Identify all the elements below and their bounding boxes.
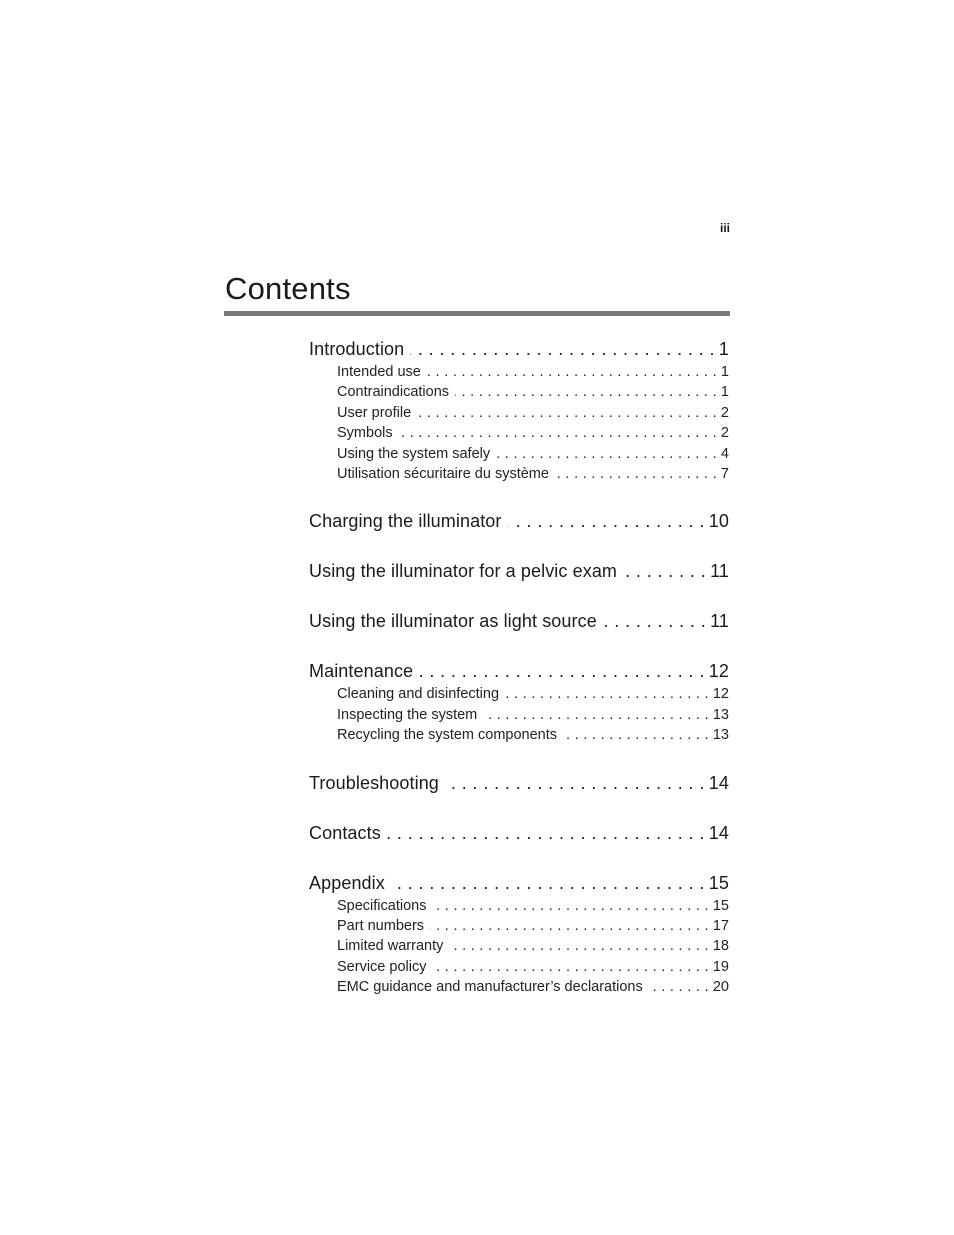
toc-subentry[interactable] xyxy=(337,957,729,977)
toc-entry-page: 14 xyxy=(708,772,729,793)
toc-subentry-label: Recycling the system components xyxy=(337,727,558,744)
dot-leader xyxy=(417,403,717,423)
toc-subentry-label: Cleaning and disinfecting xyxy=(337,686,500,703)
toc-subentry[interactable] xyxy=(337,464,729,484)
toc-subentry-label: User profile xyxy=(337,404,412,421)
toc-subentry[interactable] xyxy=(337,403,729,423)
dot-leader xyxy=(427,362,717,382)
page-title: Contents xyxy=(225,271,351,306)
toc-subentry[interactable] xyxy=(337,444,729,464)
toc-subentry[interactable] xyxy=(337,362,729,382)
toc-subentry-label: Inspecting the system xyxy=(337,706,478,723)
toc-subentry-page: 13 xyxy=(712,727,729,744)
dot-leader xyxy=(563,725,709,745)
toc-entry-label: Contacts xyxy=(309,822,381,843)
page-number: iii xyxy=(719,221,730,235)
toc-subentry[interactable] xyxy=(337,896,729,916)
toc-subentry[interactable] xyxy=(337,936,729,956)
toc-subentry-page: 4 xyxy=(720,445,729,462)
toc-subentry-label: Specifications xyxy=(337,897,427,914)
toc-subentry[interactable] xyxy=(337,382,729,402)
toc-entry-light-source[interactable] xyxy=(309,608,729,634)
toc-entry-page: 1 xyxy=(718,339,729,359)
toc-subentry-page: 12 xyxy=(712,686,729,703)
toc-entry-label: Appendix xyxy=(309,872,385,893)
toc-entry-pelvic-exam[interactable] xyxy=(309,558,729,584)
dot-leader xyxy=(496,444,717,464)
toc-entry-label: Using the illuminator for a pelvic exam xyxy=(309,561,618,582)
toc-section-appendix xyxy=(309,870,729,998)
toc-subentry-page: 1 xyxy=(720,384,729,401)
toc-subentry[interactable] xyxy=(337,916,729,936)
toc-entry-maintenance[interactable] xyxy=(309,658,729,684)
toc-subentry-page: 19 xyxy=(712,958,729,975)
dot-leader xyxy=(432,896,708,916)
table-of-contents xyxy=(309,336,729,997)
title-rule xyxy=(224,311,730,316)
toc-subentry-label: Service policy xyxy=(337,958,427,975)
toc-subentry[interactable] xyxy=(337,725,729,745)
toc-subentry-page: 20 xyxy=(712,979,729,996)
dot-leader xyxy=(399,423,717,443)
dot-leader xyxy=(387,820,705,846)
dot-leader xyxy=(391,870,705,896)
toc-subentry-label: Symbols xyxy=(337,425,393,442)
dot-leader xyxy=(419,658,705,684)
toc-entry-appendix[interactable] xyxy=(309,870,729,896)
toc-entry-label: Using the illuminator as light source xyxy=(309,611,597,632)
toc-entry-page: 12 xyxy=(708,661,729,682)
toc-subentry[interactable] xyxy=(337,705,729,725)
dot-leader xyxy=(455,382,717,402)
toc-subentry-page: 15 xyxy=(712,897,729,914)
dot-leader xyxy=(445,770,705,796)
toc-subentry-page: 17 xyxy=(712,917,729,934)
toc-entry-page: 11 xyxy=(710,611,729,632)
toc-entry-label: Introduction xyxy=(309,339,405,359)
dot-leader xyxy=(449,936,708,956)
toc-subentry-label: Limited warranty xyxy=(337,938,444,955)
toc-subentry-page: 1 xyxy=(720,364,729,380)
dot-leader xyxy=(623,558,706,584)
toc-subentry-label: Part numbers xyxy=(337,917,425,934)
toc-entry-page: 11 xyxy=(710,561,729,582)
dot-leader xyxy=(483,705,709,725)
dot-leader xyxy=(505,684,709,704)
toc-subentry[interactable] xyxy=(337,977,729,997)
toc-subentry[interactable] xyxy=(337,423,729,443)
toc-subentry-label: Utilisation sécuritaire du système xyxy=(337,465,549,482)
toc-subentry-page: 13 xyxy=(712,706,729,723)
toc-entry-troubleshooting[interactable] xyxy=(309,770,729,796)
dot-leader xyxy=(430,916,709,936)
toc-entry-page: 15 xyxy=(708,872,729,893)
toc-entry-charging[interactable] xyxy=(309,508,729,534)
dot-leader xyxy=(410,336,715,362)
toc-subentry-label: Contraindications xyxy=(337,384,450,401)
toc-subentry-label: Using the system safely xyxy=(337,445,491,462)
toc-entry-contacts[interactable] xyxy=(309,820,729,846)
toc-subentry-page: 7 xyxy=(720,465,729,482)
toc-subentry-page: 18 xyxy=(712,938,729,955)
dot-leader xyxy=(432,957,708,977)
toc-subentry-label: EMC guidance and manufacturer’s declarations xyxy=(337,979,643,996)
toc-entry-page: 10 xyxy=(708,511,729,532)
toc-entry-label: Charging the illuminator xyxy=(309,511,502,532)
toc-section-troubleshooting xyxy=(309,770,729,820)
toc-entry-label: Maintenance xyxy=(309,661,414,682)
dot-leader xyxy=(603,608,706,634)
toc-subentry[interactable] xyxy=(337,684,729,704)
dot-leader xyxy=(649,977,709,997)
toc-entry-label: Troubleshooting xyxy=(309,772,439,793)
toc-entry-introduction[interactable] xyxy=(309,336,729,362)
toc-section-charging xyxy=(309,508,729,558)
toc-subentry-page: 2 xyxy=(720,404,729,421)
toc-section-pelvic-exam xyxy=(309,558,729,608)
toc-subentry-page: 2 xyxy=(720,425,729,442)
toc-entry-page: 14 xyxy=(708,822,729,843)
dot-leader xyxy=(555,464,717,484)
toc-section-introduction xyxy=(309,336,729,508)
toc-subentry-label: Intended use xyxy=(337,364,421,380)
toc-section-light-source xyxy=(309,608,729,658)
toc-section-contacts xyxy=(309,820,729,870)
dot-leader xyxy=(508,508,705,534)
toc-section-maintenance xyxy=(309,658,729,769)
